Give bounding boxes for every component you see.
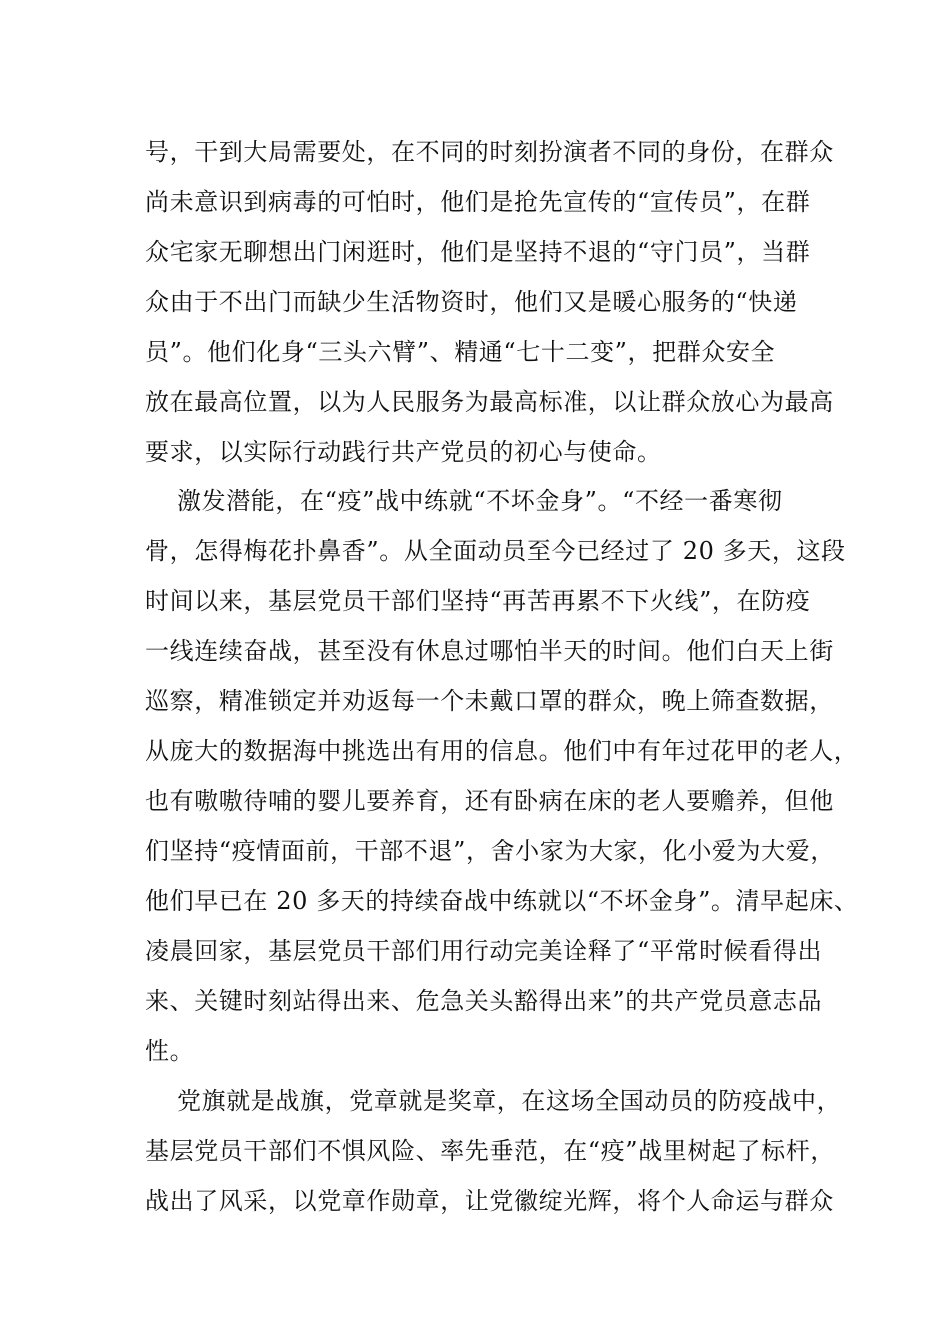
text-line: 众由于不出门而缺少生活物资时，他们又是暖心服务的“快递 xyxy=(145,288,798,316)
text-line: 员”。他们化身“三头六臂”、精通“七十二变”，把群众安全 xyxy=(145,338,776,366)
text-line: 也有嗷嗷待哺的婴儿要养育，还有卧病在床的老人要赡养，但他 xyxy=(145,787,834,815)
text-line: 骨，怎得梅花扑鼻香”。从全面动员至今已经过了 20 多天，这段 xyxy=(145,537,846,565)
text-line: 他们早已在 20 多天的持续奋战中练就以“不坏金身”。清早起床、 xyxy=(145,887,859,915)
text-line: 们坚持“疫情面前，干部不退”，舍小家为大家，化小爱为大爱， xyxy=(145,837,835,865)
text-line: 要求，以实际行动践行共产党员的初心与使命。 xyxy=(145,438,662,466)
text-line: 巡察，精准锁定并劝返每一个未戴口罩的群众，晚上筛查数据， xyxy=(145,687,834,715)
paragraph-first-line: 激发潜能，在“疫”战中练就“不坏金身”。“不经一番寒彻 xyxy=(177,487,783,515)
text-line: 放在最高位置，以为人民服务为最高标准，以让群众放心为最高 xyxy=(145,388,834,416)
text-line: 一线连续奋战，甚至没有休息过哪怕半天的时间。他们白天上街 xyxy=(145,637,834,665)
text-line: 时间以来，基层党员干部们坚持“再苦再累不下火线”，在防疫 xyxy=(145,587,811,615)
text-line: 众宅家无聊想出门闲逛时，他们是坚持不退的“守门员”，当群 xyxy=(145,238,811,266)
text-line: 尚未意识到病毒的可怕时，他们是抢先宣传的“宣传员”，在群 xyxy=(145,188,811,216)
text-line: 性。 xyxy=(145,1037,195,1065)
text-line: 来、关键时刻站得出来、危急关头豁得出来”的共产党员意志品 xyxy=(145,987,823,1015)
text-line: 凌晨回家，基层党员干部们用行动完美诠释了“平常时候看得出 xyxy=(145,937,823,965)
paragraph-first-line: 党旗就是战旗，党章就是奖章，在这场全国动员的防疫战中， xyxy=(177,1087,842,1115)
text-line: 号，干到大局需要处，在不同的时刻扮演者不同的身份，在群众 xyxy=(145,138,834,166)
text-line: 基层党员干部们不惧风险、率先垂范，在“疫”战里树起了标杆， xyxy=(145,1137,835,1165)
text-line: 战出了风采，以党章作勋章，让党徽绽光辉，将个人命运与群众 xyxy=(145,1187,834,1215)
text-line: 从庞大的数据海中挑选出有用的信息。他们中有年过花甲的老人， xyxy=(145,737,859,765)
